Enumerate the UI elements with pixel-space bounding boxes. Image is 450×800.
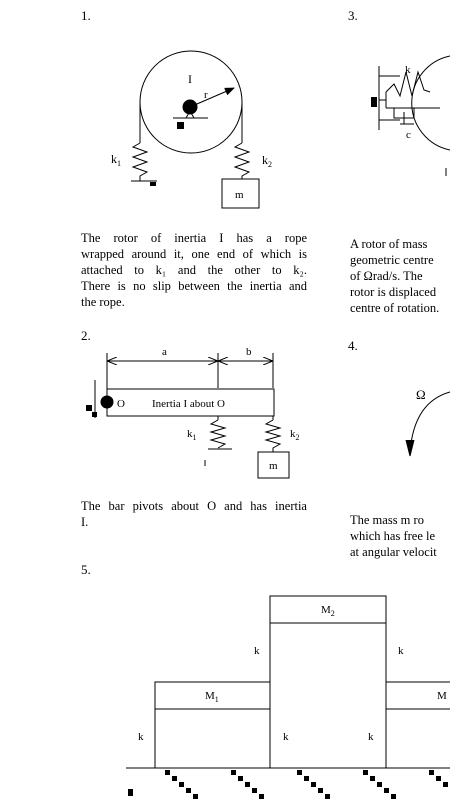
hatch-mark [429, 770, 434, 775]
label-k2 [262, 153, 272, 169]
hatch-mark [370, 776, 375, 781]
hatch-mark [186, 788, 191, 793]
label-k2-sub: 2 [268, 160, 272, 169]
hatch-mark [443, 782, 448, 787]
rotor-edge [412, 56, 450, 150]
figure-2-labels [117, 346, 300, 472]
problem-number-5: 5. [81, 562, 91, 577]
text-line: attached to k₁ and the other to k₂. [81, 263, 307, 277]
hatch-mark [193, 794, 198, 799]
spring-k2 [235, 143, 249, 179]
label-k-upper-right: k [398, 645, 404, 657]
text-line: There is no slip between the inertia and [81, 279, 307, 293]
label-c: c [406, 129, 411, 141]
hatch-mark [179, 782, 184, 787]
mass-m2-body [270, 623, 386, 768]
label-m1-sub: 1 [214, 695, 219, 704]
spring-k1 [133, 143, 147, 181]
label-k1-main: k [187, 428, 193, 440]
label-radius: r [204, 89, 208, 101]
text-line: The mass m ro [350, 513, 424, 527]
hatch-mark [363, 770, 368, 775]
label-k-upper-left: k [254, 645, 260, 657]
label-bar: Inertia I about O [152, 398, 225, 410]
spring-k2 [266, 420, 280, 452]
text-line: centre of rotation. [350, 301, 440, 315]
hatch-mark [172, 776, 177, 781]
text-line: rotor is displaced [350, 285, 437, 299]
ground-hatch [150, 182, 156, 186]
hatch-mark [231, 770, 236, 775]
radius-arrow [190, 88, 234, 107]
text-line: at angular velocit [350, 545, 437, 559]
label-k1-sub: 1 [192, 433, 197, 442]
figure-5-labels [138, 604, 447, 743]
problem-number-3: 3. [348, 8, 358, 23]
pivot-O [101, 396, 113, 408]
label-k: k [405, 64, 411, 76]
label-mass: m [269, 460, 278, 472]
label-mass: m [235, 189, 244, 201]
ground-block [371, 97, 377, 107]
text-line: A rotor of mass [350, 237, 428, 251]
label-m2-sub: 2 [330, 609, 335, 618]
hatch-mark [238, 776, 243, 781]
text-line: I. [81, 515, 89, 529]
label-a: a [162, 346, 167, 358]
hatch-mark [128, 789, 133, 796]
hatch-mark [377, 782, 382, 787]
hatch-mark [165, 770, 170, 775]
label-k1-sub: 1 [117, 159, 121, 168]
text-line: of Ωrad/s. The [350, 269, 423, 283]
figure-3-rotor-support-diagram [371, 56, 450, 176]
problem-number-4: 4. [348, 338, 358, 353]
text-line: geometric centre [350, 253, 434, 267]
mass-m1-body [155, 709, 270, 768]
problem-number-1: 1. [81, 8, 91, 23]
hatch-mark [436, 776, 441, 781]
figure-5-ground-hatching [128, 770, 448, 799]
hatch-mark [259, 794, 264, 799]
label-pivot: O [117, 398, 125, 410]
label-m2-main: M [321, 604, 331, 616]
label-k1 [111, 152, 121, 168]
omega-arrowhead [406, 440, 414, 456]
ground-block [177, 122, 184, 129]
label-k-left: k [138, 731, 144, 743]
problem-number-2: 2. [81, 328, 91, 343]
label-k2-main: k [262, 153, 268, 167]
spring-k1 [211, 420, 225, 448]
hatch-mark [304, 776, 309, 781]
hatch-mark [325, 794, 330, 799]
text-line: which has free le [350, 529, 436, 543]
label-k-mid-left: k [283, 731, 289, 743]
text-line: The rotor of inertia I has a rope [81, 231, 307, 245]
label-m3: M [437, 690, 447, 702]
label-m1-main: M [205, 690, 215, 702]
hatch-mark [297, 770, 302, 775]
hatch-mark [318, 788, 323, 793]
label-omega: Ω [416, 387, 426, 402]
label-k2-main: k [290, 428, 296, 440]
text-line: The bar pivots about O and has inertia [81, 499, 307, 513]
label-k1 [187, 428, 197, 442]
figure-1-labels [111, 72, 272, 201]
hatch-mark [245, 782, 250, 787]
label-inertia: I [188, 72, 192, 86]
label-b: b [246, 346, 252, 358]
label-k-mid-right: k [368, 731, 374, 743]
text-line: the rope. [81, 295, 125, 309]
figure-2-bar-diagram [86, 353, 289, 478]
ground-block [92, 412, 97, 417]
label-m1 [205, 690, 219, 704]
hatch-mark [311, 782, 316, 787]
figure-4-rotation-diagram [406, 392, 450, 456]
label-m2 [321, 604, 335, 618]
figure-1-rotor-diagram [131, 51, 259, 208]
label-k1-main: k [111, 152, 117, 166]
label-k2-sub: 2 [295, 433, 300, 442]
figure-3-labels [405, 64, 411, 141]
ground-block [86, 405, 92, 411]
hatch-mark [384, 788, 389, 793]
hatch-mark [391, 794, 396, 799]
text-line: wrapped around it, one end of which is [81, 247, 307, 261]
figure-4-labels [416, 387, 426, 402]
hatch-mark [252, 788, 257, 793]
label-k2 [290, 428, 300, 442]
